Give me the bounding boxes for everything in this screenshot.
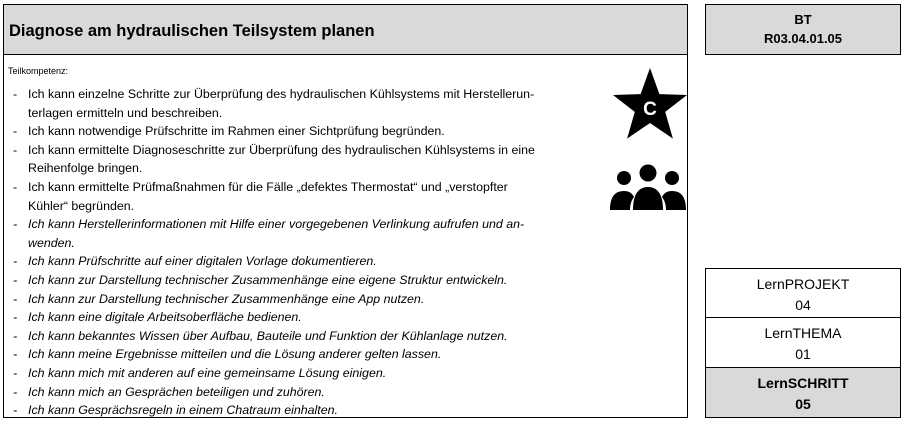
- section-label: Teilkompetenz:: [8, 66, 69, 76]
- list-item: [4, 327, 594, 346]
- lernthema-label: LernTHEMA: [764, 325, 842, 341]
- lernschritt-label: LernSCHRITT: [757, 375, 849, 391]
- code-line-1: BT: [794, 12, 812, 27]
- list-bullet: -: [13, 347, 18, 362]
- list-item-line: Ich kann Prüfschritte auf einer digitalen Vorlage dokumentieren.: [28, 254, 377, 269]
- list-bullet: -: [13, 272, 18, 287]
- list-item-line: Ich kann mich mit anderen auf eine gemeinsame Lösung einigen.: [28, 365, 387, 380]
- list-bullet: -: [13, 254, 18, 269]
- list-bullet: -: [13, 384, 18, 399]
- list-item: [4, 85, 594, 122]
- list-item: [4, 364, 594, 383]
- lernthema-box: [705, 317, 901, 368]
- title-box: [3, 4, 688, 55]
- list-item-line: Ich kann ermittelte Prüfmaßnahmen für die Fälle „defektes Thermostat“ und „verstopfter: [28, 179, 508, 194]
- lernprojekt-label: LernPROJEKT: [756, 276, 850, 292]
- list-item: [4, 290, 594, 309]
- list-bullet: -: [13, 87, 18, 101]
- star-c-letter: C: [643, 99, 657, 120]
- list-item: [4, 345, 594, 364]
- star-c-icon: [611, 67, 689, 141]
- lernprojekt-value: 04: [795, 297, 811, 313]
- code-box: [705, 4, 901, 55]
- list-item-line: Ich kann eine digitale Arbeitsoberfläche bedienen.: [28, 310, 302, 325]
- list-item: [4, 271, 594, 290]
- list-bullet: -: [13, 291, 18, 306]
- lernthema-value: 01: [795, 346, 811, 362]
- list-bullet: -: [13, 179, 18, 194]
- list-item-line: Ich kann Herstellerinformationen mit Hilfe einer vorgegebenen Verlinkung aufrufen und an-: [28, 217, 525, 232]
- list-item-line: Ich kann meine Ergebnisse mitteilen und die Lösung anderer gelten lassen.: [28, 347, 442, 362]
- list-item: [4, 215, 594, 252]
- list-item-line: Ich kann ermittelte Diagnoseschritte zur Überprüfung des hydraulischen Kühlsystems in eine: [28, 142, 535, 157]
- list-item-line: Kühler“ begründen.: [28, 198, 135, 213]
- list-item: [4, 308, 594, 327]
- list-item: [4, 141, 594, 178]
- list-item-line: Ich kann notwendige Prüfschritte im Rahmen einer Sichtprüfung begründen.: [28, 124, 445, 139]
- group-icon: [609, 163, 687, 211]
- list-item: [4, 252, 594, 271]
- list-item-line: Ich kann zur Darstellung technischer Zusammenhänge eine App nutzen.: [28, 291, 425, 306]
- lernschritt-box: [705, 367, 901, 418]
- list-bullet: -: [13, 142, 18, 157]
- list-bullet: -: [13, 403, 18, 418]
- lernprojekt-box: [705, 268, 901, 318]
- list-item-line: Ich kann bekanntes Wissen über Aufbau, Bauteile und Funktion der Kühlanlage nutzen.: [28, 328, 508, 343]
- list-item-line: Ich kann einzelne Schritte zur Überprüfung des hydraulischen Kühlsystems mit Herstellerun-: [28, 87, 535, 101]
- list-item-line: Ich kann mich an Gesprächen beteiligen und zuhören.: [28, 384, 325, 399]
- list-bullet: -: [13, 365, 18, 380]
- list-bullet: -: [13, 217, 18, 232]
- list-item-line: Ich kann Gesprächsregeln in einem Chatraum einhalten.: [28, 403, 338, 418]
- list-item: [4, 178, 594, 215]
- lernschritt-value: 05: [795, 396, 811, 412]
- list-item: [4, 383, 594, 402]
- code-line-2: R03.04.01.05: [763, 31, 843, 46]
- list-item: [4, 122, 594, 141]
- list-item-line: Ich kann zur Darstellung technischer Zusammenhänge eine eigene Struktur entwickeln.: [28, 272, 508, 287]
- list-bullet: -: [13, 328, 18, 343]
- list-item-line: terlagen ermitteln und beschreiben.: [28, 105, 223, 120]
- list-item-line: wenden.: [28, 235, 75, 250]
- list-bullet: -: [13, 310, 18, 325]
- list-item: [4, 401, 594, 420]
- page-title: Diagnose am hydraulischen Teilsystem planen: [9, 22, 375, 40]
- list-bullet: -: [13, 124, 18, 139]
- competency-list: [4, 85, 594, 420]
- list-item-line: Reihenfolge bringen.: [28, 161, 143, 176]
- competency-panel: [3, 54, 688, 418]
